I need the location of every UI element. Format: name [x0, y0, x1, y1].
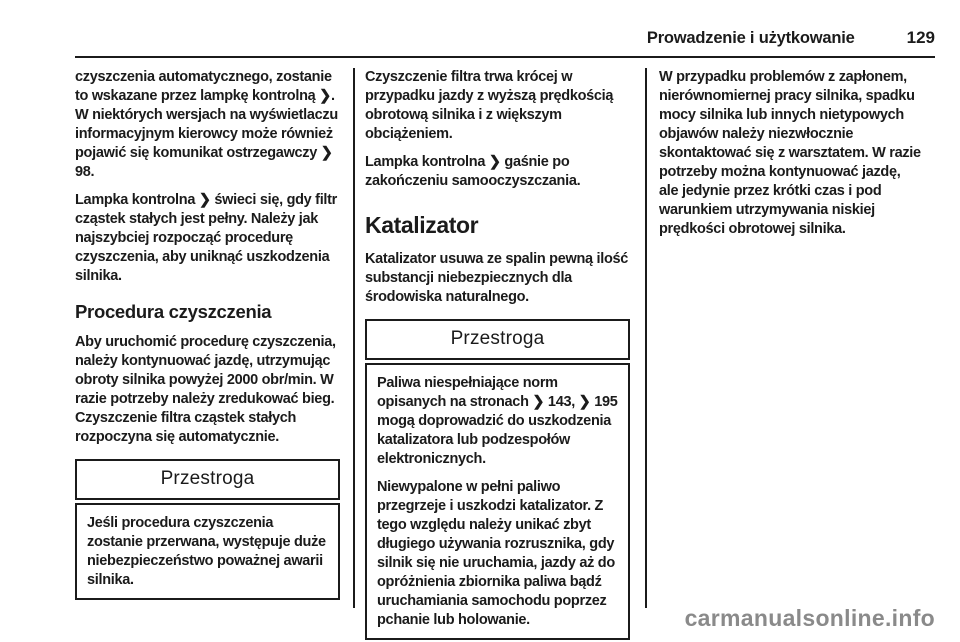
page-header: [75, 28, 935, 48]
caution-box: [365, 319, 630, 640]
column-3: [647, 68, 935, 640]
caution-box: [75, 459, 340, 600]
caution-body: [365, 363, 630, 640]
column-1: [75, 68, 353, 640]
page-number: 129: [906, 28, 935, 47]
caution-title: Przestroga: [75, 459, 340, 500]
header-rule: [75, 56, 935, 58]
caution-body: [75, 503, 340, 600]
watermark-carmanualsonline: carmanualsonline.info: [684, 605, 935, 631]
chapter-title: Prowadzenie i użytkowanie: [646, 29, 855, 47]
paragraph: Czyszczenie filtra trwa krócej w przypadku jazdy z wyższą prędkością obrotową silnika i z większym obciążeniem.: [365, 69, 614, 142]
paragraph: Katalizator usuwa ze spalin pewną ilość substancji niebezpiecznych dla środowiska naturalnego.: [365, 251, 629, 305]
section-heading-procedura: Procedura czyszczenia: [75, 301, 272, 322]
paragraph: W przypadku problemów z zapłonem, nierównomiernej pracy silnika, spadku mocy silnika lub innych nietypowych objawów należy niezwłocznie skontaktować się z warsztatem. W razie potrzeby można kontynuować jazdę, ale jedynie przez krótki czas i pod warunkiem utrzymywania niskiej prędkości obrotowej silnika.: [659, 69, 921, 237]
paragraph: Paliwa niespełniające norm opisanych na stronach ❯ 143, ❯ 195 mogą doprowadzić do uszkodzenia katalizatora lub podzespołów elektronicznych.: [377, 375, 618, 467]
paragraph: Lampka kontrolna ❯ gaśnie po zakończeniu samooczyszczania.: [365, 154, 581, 189]
paragraph: Niewypalone w pełni paliwo przegrzeje i uszkodzi katalizator. Z tego względu należy unikać zbyt długiego używania rozrusznika, gdy silnik się nie uruchamia, jazdy aż do opróżnienia zbiornika paliwa bądź uruchamiania samochodu poprzez pchanie lub holowanie.: [377, 479, 615, 628]
column-2: [355, 68, 645, 640]
section-heading-katalizator: Katalizator: [365, 212, 479, 238]
paragraph: Aby uruchomić procedurę czyszczenia, należy kontynuować jazdę, utrzymując obroty silnika powyżej 2000 obr/min. W razie potrzeby należy zredukować bieg. Czyszczenie filtra cząstek stałych rozpoczyna się automatycznie.: [75, 334, 336, 445]
paragraph: Lampka kontrolna ❯ świeci się, gdy filtr cząstek stałych jest pełny. Należy jak najszybciej rozpocząć procedurę czyszczenia, aby uniknąć uszkodzenia silnika.: [75, 192, 338, 284]
text-columns: [75, 68, 935, 640]
paragraph: Jeśli procedura czyszczenia zostanie przerwana, występuje duże niebezpieczeństwo poważnej awarii silnika.: [87, 515, 326, 588]
paragraph: czyszczenia automatycznego, zostanie to wskazane przez lampkę kontrolną ❯. W niektórych wersjach na wyświetlaczu informacyjnym kierowcy może również pojawić się komunikat ostrzegawczy ❯ 98.: [75, 69, 338, 180]
caution-title: Przestroga: [365, 319, 630, 360]
